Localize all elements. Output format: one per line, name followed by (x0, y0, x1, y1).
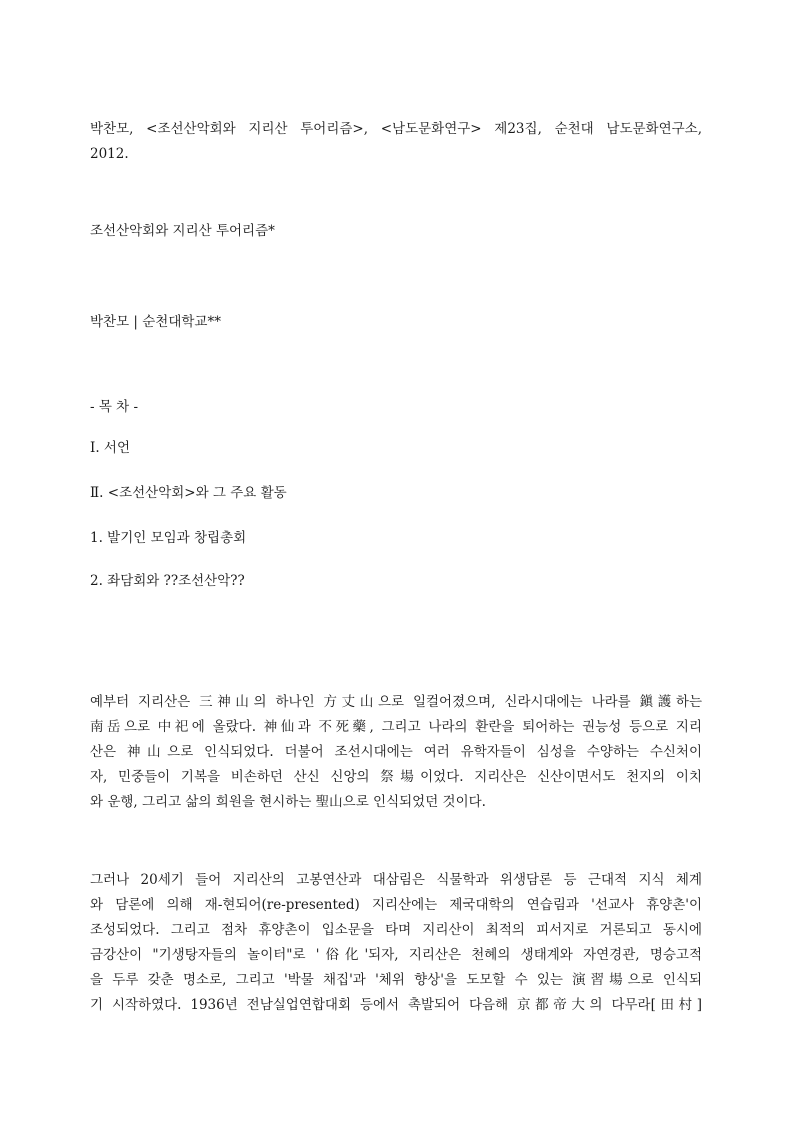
toc-item: Ⅱ. <조선산악회>와 그 주요 활동 (90, 485, 287, 501)
paragraph-line: 을 두루 갖춘 명소로, 그리고 '박물 채집'과 '체위 향상'을 도모할 수 있는 演習場으로 인식되 (90, 972, 702, 988)
toc-item: 1. 발기인 모임과 창립총회 (90, 530, 247, 546)
toc-item: Ⅰ. 서언 (90, 440, 130, 456)
paragraph-line: 南岳으로 中祀에 올랐다. 神仙과 不死藥, 그리고 나라의 환란을 퇴어하는 권능성 등으로 지리 (90, 719, 702, 735)
citation (90, 117, 702, 167)
citation-line: 박찬모, <조선산악회와 지리산 투어리즘>, <남도문화연구> 제23집, 순천대 남도문화연구소, (90, 121, 702, 137)
paragraph-line: 자, 민중들이 기복을 비손하던 산신 신앙의 祭場이었다. 지리산은 신산이면서도 천지의 이치 (90, 769, 702, 785)
toc-item: 2. 좌담회와 ??조선산악?? (90, 573, 245, 589)
paragraph-line: 금강산이 "기생탕자들의 놀이터"로 '俗化'되자, 지리산은 천혜의 생태계와 자연경관, 명승고적 (90, 947, 702, 963)
article-title: 조선산악회와 지리산 투어리즘* (90, 223, 275, 239)
paragraph-line: 와 운행, 그리고 삶의 희원을 현시하는 聖山으로 인식되었던 것이다. (90, 794, 486, 810)
paragraph-line: 조성되었다. 그리고 점차 휴양촌이 입소문을 타며 지리산이 최적의 피서지로 거론되고 동시에 (90, 922, 702, 938)
author-line: 박찬모 | 순천대학교** (90, 314, 221, 330)
toc-heading: - 목 차 - (90, 399, 139, 415)
citation-line: 2012. (90, 146, 129, 162)
paragraph-line: 그러나 20세기 들어 지리산의 고봉연산과 대삼림은 식물학과 위생담론 등 근대적 지식 체계 (90, 872, 702, 888)
paragraph-line: 와 담론에 의해 재-현되어(re-presented) 지리산에는 제국대학의 연습림과 '선교사 휴양촌'이 (90, 897, 702, 913)
body-paragraph-2 (90, 868, 702, 1018)
paragraph-line: 기 시작하였다. 1936년 전남실업연합대회 등에서 촉발되어 다음해 京都帝大의 다무라[田村] (90, 997, 702, 1013)
paragraph-line: 산은 神山으로 인식되었다. 더불어 조선시대에는 여러 유학자들이 심성을 수양하는 수신처이 (90, 744, 702, 760)
body-paragraph-1 (90, 690, 702, 815)
paragraph-line: 예부터 지리산은 三神山의 하나인 方丈山으로 일컬어졌으며, 신라시대에는 나라를 鎭護하는 (90, 694, 702, 710)
